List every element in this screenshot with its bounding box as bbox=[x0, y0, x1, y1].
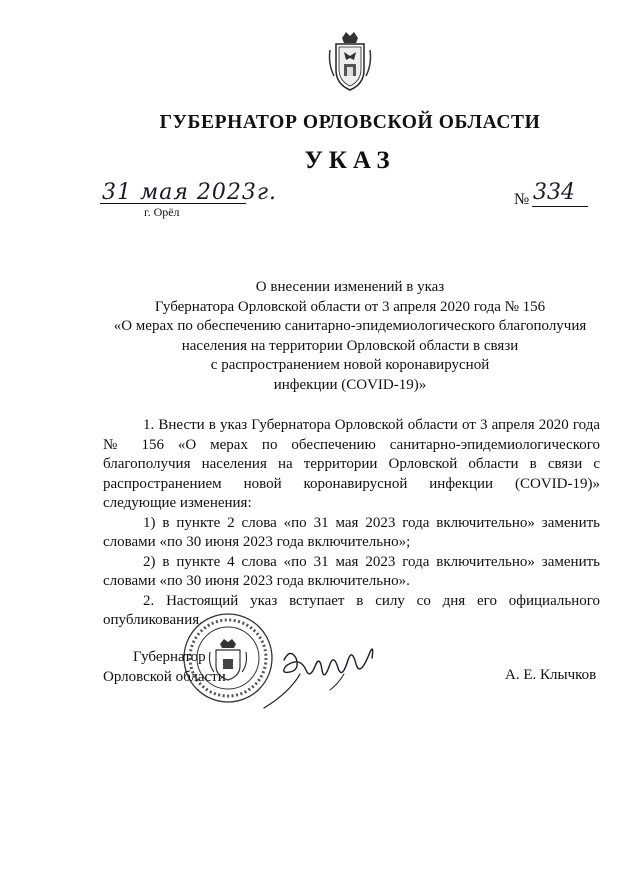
paragraph-1: 1. Внести в указ Губернатора Орловской области от 3 апреля 2020 года № 156 «О мерах по обеспечению санитарно-эпидемиологического благополучия населения на территории Орловской области в связи с распространением новой коронавирусной инфекции (COVID-19)» следующие изменения: bbox=[103, 417, 600, 511]
paragraph-1-item-1: 1) в пункте 2 слова «по 31 мая 2023 года включительно» заменить словами «по 30 июня 2023 года включительно»; bbox=[103, 514, 600, 550]
document-body bbox=[103, 416, 600, 631]
signatory-position bbox=[103, 647, 226, 687]
coat-of-arms-icon bbox=[326, 30, 374, 92]
handwritten-date: 31 мая 2023г. bbox=[102, 180, 278, 205]
number-underline bbox=[532, 206, 588, 207]
title-line: инфекции (COVID-19)» bbox=[273, 376, 427, 393]
paragraph-2: 2. Настоящий указ вступает в силу со дня его официального опубликования. bbox=[103, 592, 600, 628]
issuing-authority: ГУБЕРНАТОР ОРЛОВСКОЙ ОБЛАСТИ bbox=[159, 112, 541, 133]
document-type: УКАЗ bbox=[304, 147, 396, 174]
position-line-2: Орловской области bbox=[103, 669, 226, 685]
title-line: населения на территории Орловской области в связи bbox=[181, 337, 519, 354]
title-line: О внесении изменений в указ bbox=[255, 279, 445, 295]
handwritten-signature-icon bbox=[260, 630, 390, 710]
handwritten-number: 334 bbox=[533, 180, 575, 205]
date-underline bbox=[100, 203, 246, 204]
signer-name: А. Е. Клычков bbox=[505, 667, 597, 683]
title-line: «О мерах по обеспечению санитарно-эпидемиологического благополучия bbox=[113, 318, 587, 335]
position-line-1: Губернатор bbox=[133, 649, 206, 665]
number-sign: № bbox=[514, 191, 530, 208]
city-label: г. Орёл bbox=[144, 205, 180, 219]
document-title bbox=[100, 278, 600, 396]
title-line: с распространением новой коронавирусной bbox=[210, 357, 490, 374]
paragraph-1-item-2: 2) в пункте 4 слова «по 31 мая 2023 года включительно» заменить словами «по 30 июня 2023 года включительно». bbox=[103, 553, 600, 589]
title-line: Губернатора Орловской области от 3 апреля 2020 года № 156 bbox=[154, 298, 546, 315]
